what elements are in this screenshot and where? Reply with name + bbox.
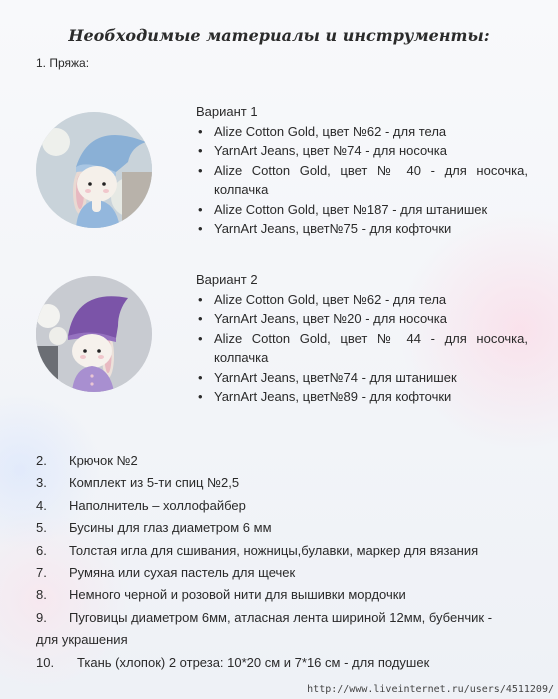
list-item xyxy=(36,562,536,584)
bunny-purple-illustration xyxy=(36,276,152,392)
yarn-item: • Alize Cotton Gold, цвет №62 - для тела xyxy=(196,122,528,141)
watermark-url: http://www.liveinternet.ru/users/4511209/ xyxy=(307,684,554,695)
item-text: Пуговицы диаметром 6мм, атласная лента шириной 12мм, бубенчик - xyxy=(69,609,493,625)
yarn-item: • Alize Cotton Gold, цвет №62 - для тела xyxy=(196,290,528,309)
page-title: Необходимые материалы и инструменты: xyxy=(68,26,490,45)
item-number: 7. xyxy=(36,564,47,580)
variant-title: Вариант 1 xyxy=(196,104,258,119)
item-text: Немного черной и розовой нити для вышивки мордочки xyxy=(69,587,406,603)
yarn-heading: 1. Пряжа: xyxy=(36,56,90,70)
item-text-continued: для украшения xyxy=(36,632,128,648)
yarn-item: • Alize Cotton Gold, цвет №187 - для штанишек xyxy=(196,200,528,219)
yarn-item: • YarnArt Jeans, цвет№74 - для штанишек xyxy=(196,368,528,387)
item-text: Наполнитель – холлофайбер xyxy=(69,497,246,513)
item-number: 5. xyxy=(36,520,47,536)
item-text: Комплект из 5-ти спиц №2,5 xyxy=(69,475,240,491)
list-item xyxy=(36,652,536,674)
variant-2 xyxy=(196,272,528,406)
item-number: 4. xyxy=(36,497,47,513)
item-text: Ткань (хлопок) 2 отреза: 10*20 см и 7*16 см - для подушек xyxy=(77,654,430,670)
list-item xyxy=(36,450,536,472)
variant-1 xyxy=(196,104,528,238)
list-item xyxy=(36,607,536,652)
yarn-item-continued: колпачка xyxy=(214,182,269,198)
variant-title: Вариант 2 xyxy=(196,272,258,287)
list-item xyxy=(36,584,536,606)
yarn-item: • YarnArt Jeans, цвет№89 - для кофточки xyxy=(196,387,528,406)
yarn-list xyxy=(196,122,528,238)
list-item xyxy=(36,472,536,494)
item-text: Румяна или сухая пастель для щечек xyxy=(69,564,296,580)
list-item xyxy=(36,540,536,562)
list-item xyxy=(36,517,536,539)
item-number: 10. xyxy=(36,654,55,670)
yarn-item: • YarnArt Jeans, цвет№75 - для кофточки xyxy=(196,219,528,238)
yarn-item: • YarnArt Jeans, цвет №20 - для носочка xyxy=(196,309,528,328)
item-text: Крючок №2 xyxy=(69,453,138,468)
bunny-photo-purple xyxy=(36,276,152,392)
yarn-item: • YarnArt Jeans, цвет №74 - для носочка xyxy=(196,141,528,160)
bunny-photo-blue xyxy=(36,112,152,228)
item-text: Толстая игла для сшивания, ножницы,булавки, маркер для вязания xyxy=(69,542,479,558)
yarn-item: • Alize Cotton Gold, цвет № 40 - для носочка, xyxy=(196,161,528,180)
item-number: 9. xyxy=(36,609,47,625)
item-number: 2. xyxy=(36,453,47,468)
materials-list xyxy=(36,450,536,674)
item-number: 6. xyxy=(36,542,47,558)
yarn-item: • Alize Cotton Gold, цвет № 44 - для носочка, xyxy=(196,329,528,348)
list-item xyxy=(36,495,536,517)
item-number: 8. xyxy=(36,587,47,603)
yarn-list xyxy=(196,290,528,406)
item-text: Бусины для глаз диаметром 6 мм xyxy=(69,520,272,536)
yarn-item-continued: колпачка xyxy=(214,350,269,366)
item-number: 3. xyxy=(36,475,47,491)
bunny-blue-illustration xyxy=(36,112,152,228)
